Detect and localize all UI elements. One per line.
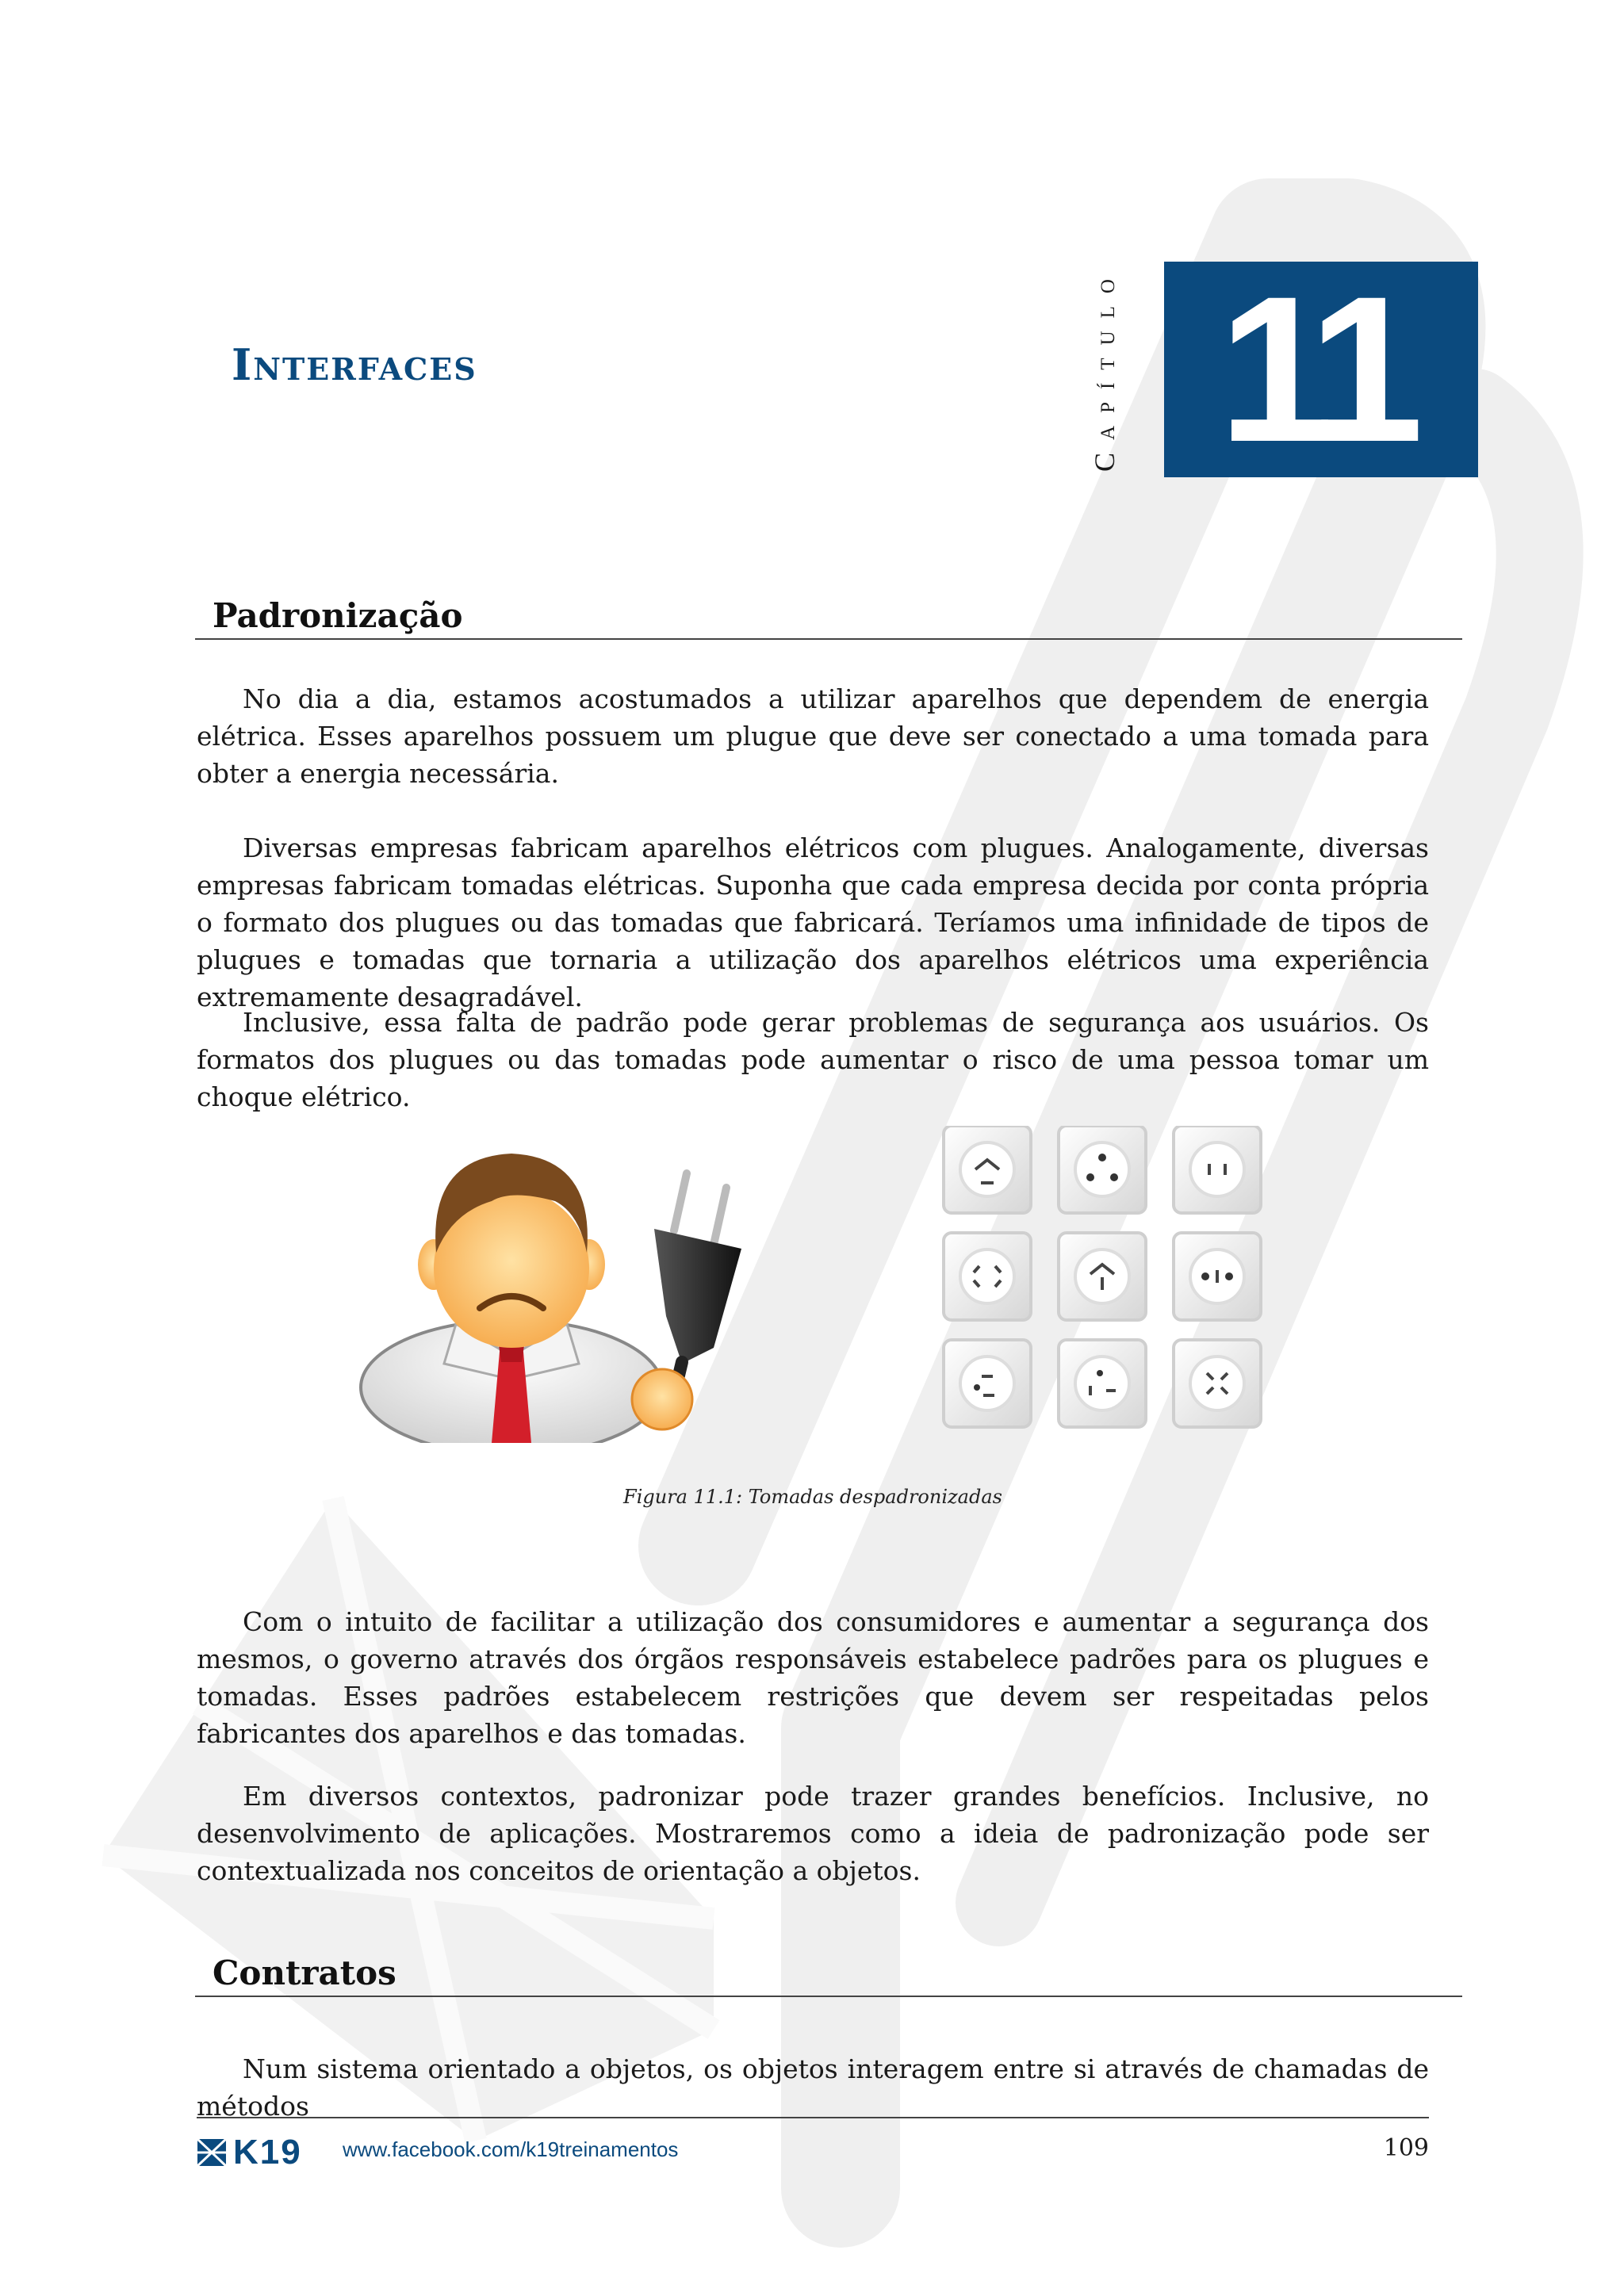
figure-caption: Figura 11.1: Tomadas despadronizadas: [623, 1486, 1002, 1508]
page-number: 109: [1383, 2134, 1429, 2162]
footer-logo: [197, 2133, 302, 2172]
plug-icon: [632, 1173, 741, 1429]
chapter-title: Interfaces: [232, 339, 477, 390]
paragraph: Em diversos contextos, padronizar pode trazer grandes benefícios. Inclusive, no desenvolvimento de aplicações. Mostraremos como a ideia de padronização pode ser contextualizada nos conceitos de orientação a objetos.: [197, 1781, 1429, 1886]
paragraph: Diversas empresas fabricam aparelhos elétricos com plugues. Analogamente, diversas empresas fabricam tomadas elétricas. Suponha que cada empresa decida por conta própria o formato dos plugues ou das tomadas que fabricará. Teríamos uma infinidade de tipos de plugues e tomadas que tornaria a utilização dos aparelhos elétricos uma experiência extremamente desagradável.: [197, 832, 1429, 1012]
logo-text: K19: [233, 2133, 302, 2172]
chapter-number: 11: [1218, 253, 1410, 485]
footer-divider: [197, 2117, 1429, 2118]
socket-grid-icon: [944, 1126, 1261, 1427]
paragraph: Inclusive, essa falta de padrão pode gerar problemas de segurança aos usuários. Os formatos dos plugues ou das tomadas pode aumentar o risco de uma pessoa tomar um choque elétrico.: [197, 1007, 1429, 1112]
chapter-label: Capítulo: [1089, 266, 1120, 472]
chapter-number-box: [1164, 253, 1478, 485]
paragraph: No dia a dia, estamos acostumados a utilizar aparelhos que dependem de energia elétrica. Esses aparelhos possuem um plugue que deve ser conectado a uma tomada para obter a energia necessária.: [197, 683, 1429, 789]
k19-logo-icon: [197, 2138, 227, 2167]
figure-illustration: [341, 1126, 1277, 1443]
paragraph: Num sistema orientado a objetos, os objetos interagem entre si através de chamadas de métodos: [197, 2053, 1429, 2122]
footer-link[interactable]: www.facebook.com/k19treinamentos: [343, 2137, 679, 2161]
section-heading-contratos: Contratos: [195, 1954, 1462, 1997]
sad-person-icon: [361, 1154, 662, 1443]
section-heading-padronizacao: Padronização: [195, 596, 1462, 640]
paragraph: Com o intuito de facilitar a utilização dos consumidores e aumentar a segurança dos mesmos, o governo através dos órgãos responsáveis estabelece padrões para os plugues e tomadas. Esses padrões estabelecem restrições que devem ser respeitadas pelos fabricantes dos aparelhos e das tomadas.: [197, 1606, 1429, 1749]
